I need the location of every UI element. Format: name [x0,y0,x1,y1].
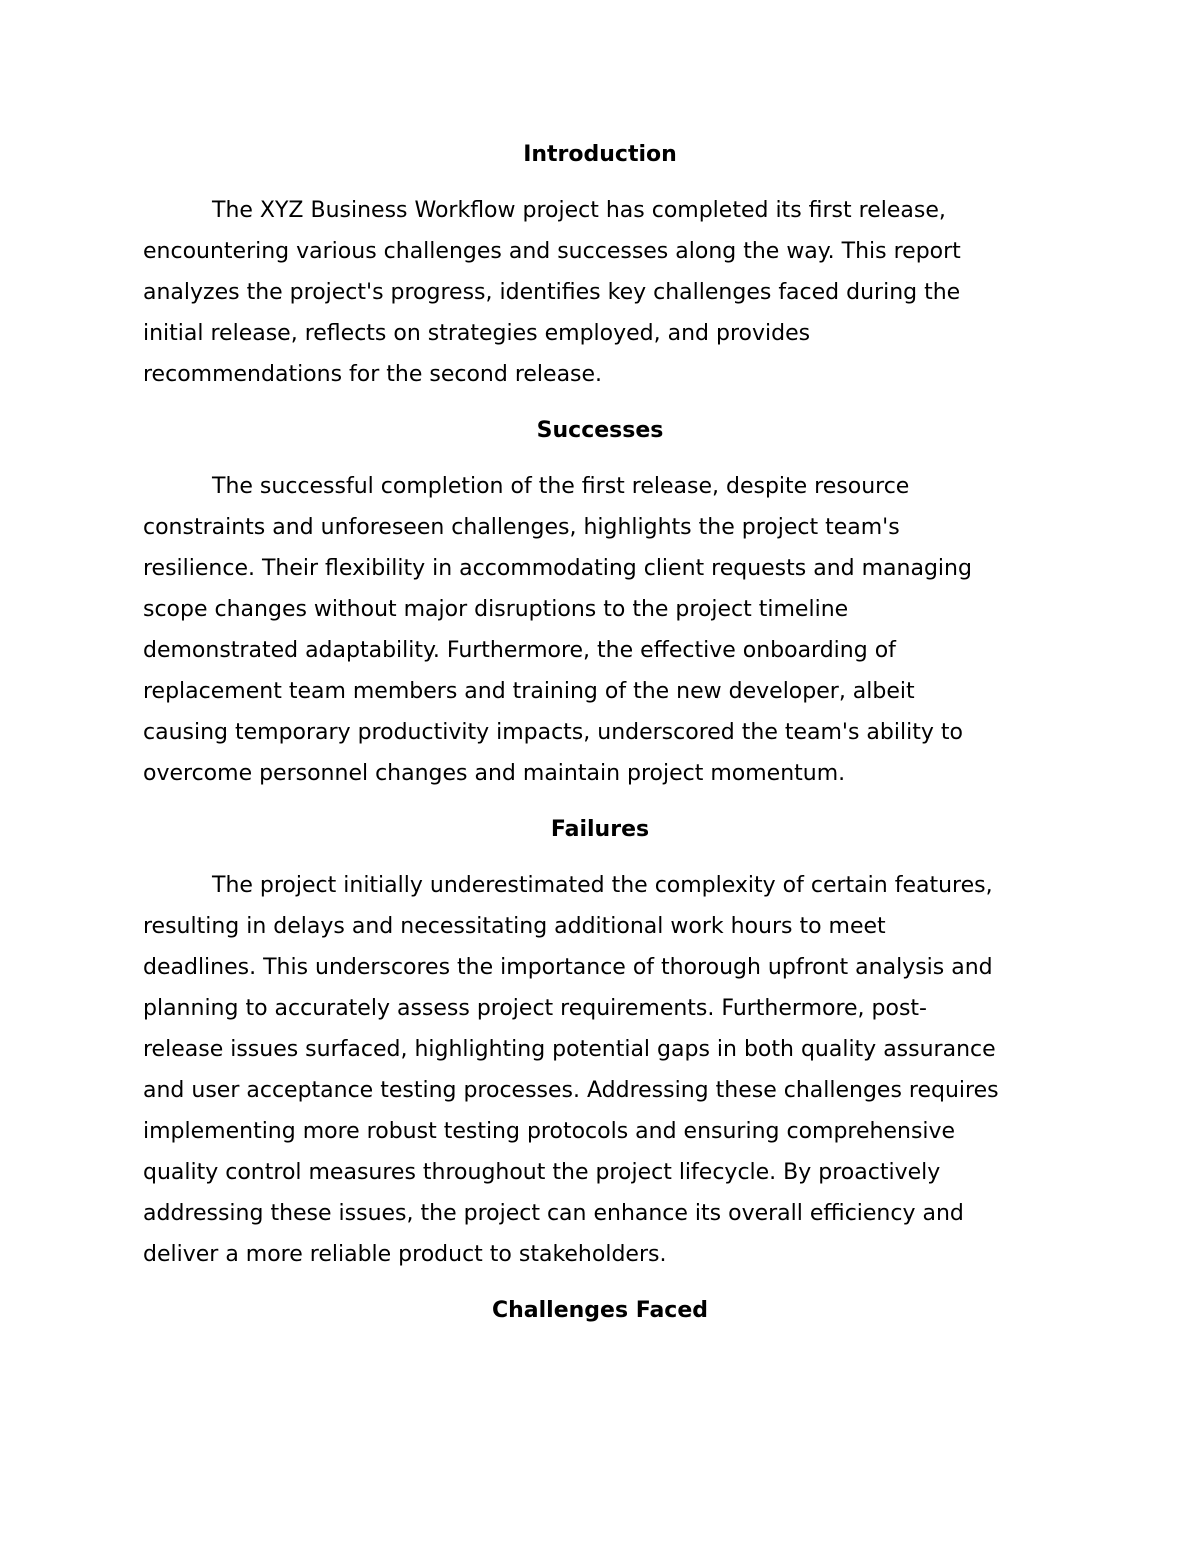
text-line: deliver a more reliable product to stakeholders. [143,1242,667,1267]
heading-introduction: Introduction [523,142,677,167]
text-line: causing temporary productivity impacts, underscored the team's ability to [143,720,963,745]
text-line: replacement team members and training of the new developer, albeit [143,679,915,704]
text-line: implementing more robust testing protocols and ensuring comprehensive [143,1119,956,1144]
document-body [143,134,1063,1346]
heading-successes: Successes [536,418,664,443]
text-line: The XYZ Business Workflow project has completed its first release, [212,198,946,223]
text-line: The project initially underestimated the complexity of certain features, [212,873,993,898]
text-line: scope changes without major disruptions to the project timeline [143,597,849,622]
text-line: quality control measures throughout the project lifecycle. By proactively [143,1160,941,1185]
text-line: planning to accurately assess project requirements. Furthermore, post- [143,996,927,1021]
heading-challenges-faced: Challenges Faced [491,1298,709,1323]
paragraph-failures [143,865,1063,1275]
text-line: and user acceptance testing processes. Addressing these challenges requires [143,1078,999,1103]
text-line: overcome personnel changes and maintain project momentum. [143,761,846,786]
text-line: demonstrated adaptability. Furthermore, the effective onboarding of [143,638,896,663]
text-line: initial release, reflects on strategies employed, and provides [143,321,811,346]
paragraph-introduction [143,190,1063,395]
text-line: resilience. Their flexibility in accommodating client requests and managing [143,556,972,581]
text-line: addressing these issues, the project can enhance its overall efficiency and [143,1201,964,1226]
heading-failures: Failures [550,817,650,842]
text-line: release issues surfaced, highlighting potential gaps in both quality assurance [143,1037,996,1062]
text-line: encountering various challenges and successes along the way. This report [143,239,961,264]
text-line: resulting in delays and necessitating additional work hours to meet [143,914,886,939]
text-line: recommendations for the second release. [143,362,603,387]
text-line: analyzes the project's progress, identifies key challenges faced during the [143,280,961,305]
text-line: The successful completion of the first release, despite resource [212,474,910,499]
paragraph-successes [143,466,1063,794]
text-line: deadlines. This underscores the importance of thorough upfront analysis and [143,955,993,980]
text-line: constraints and unforeseen challenges, highlights the project team's [143,515,900,540]
